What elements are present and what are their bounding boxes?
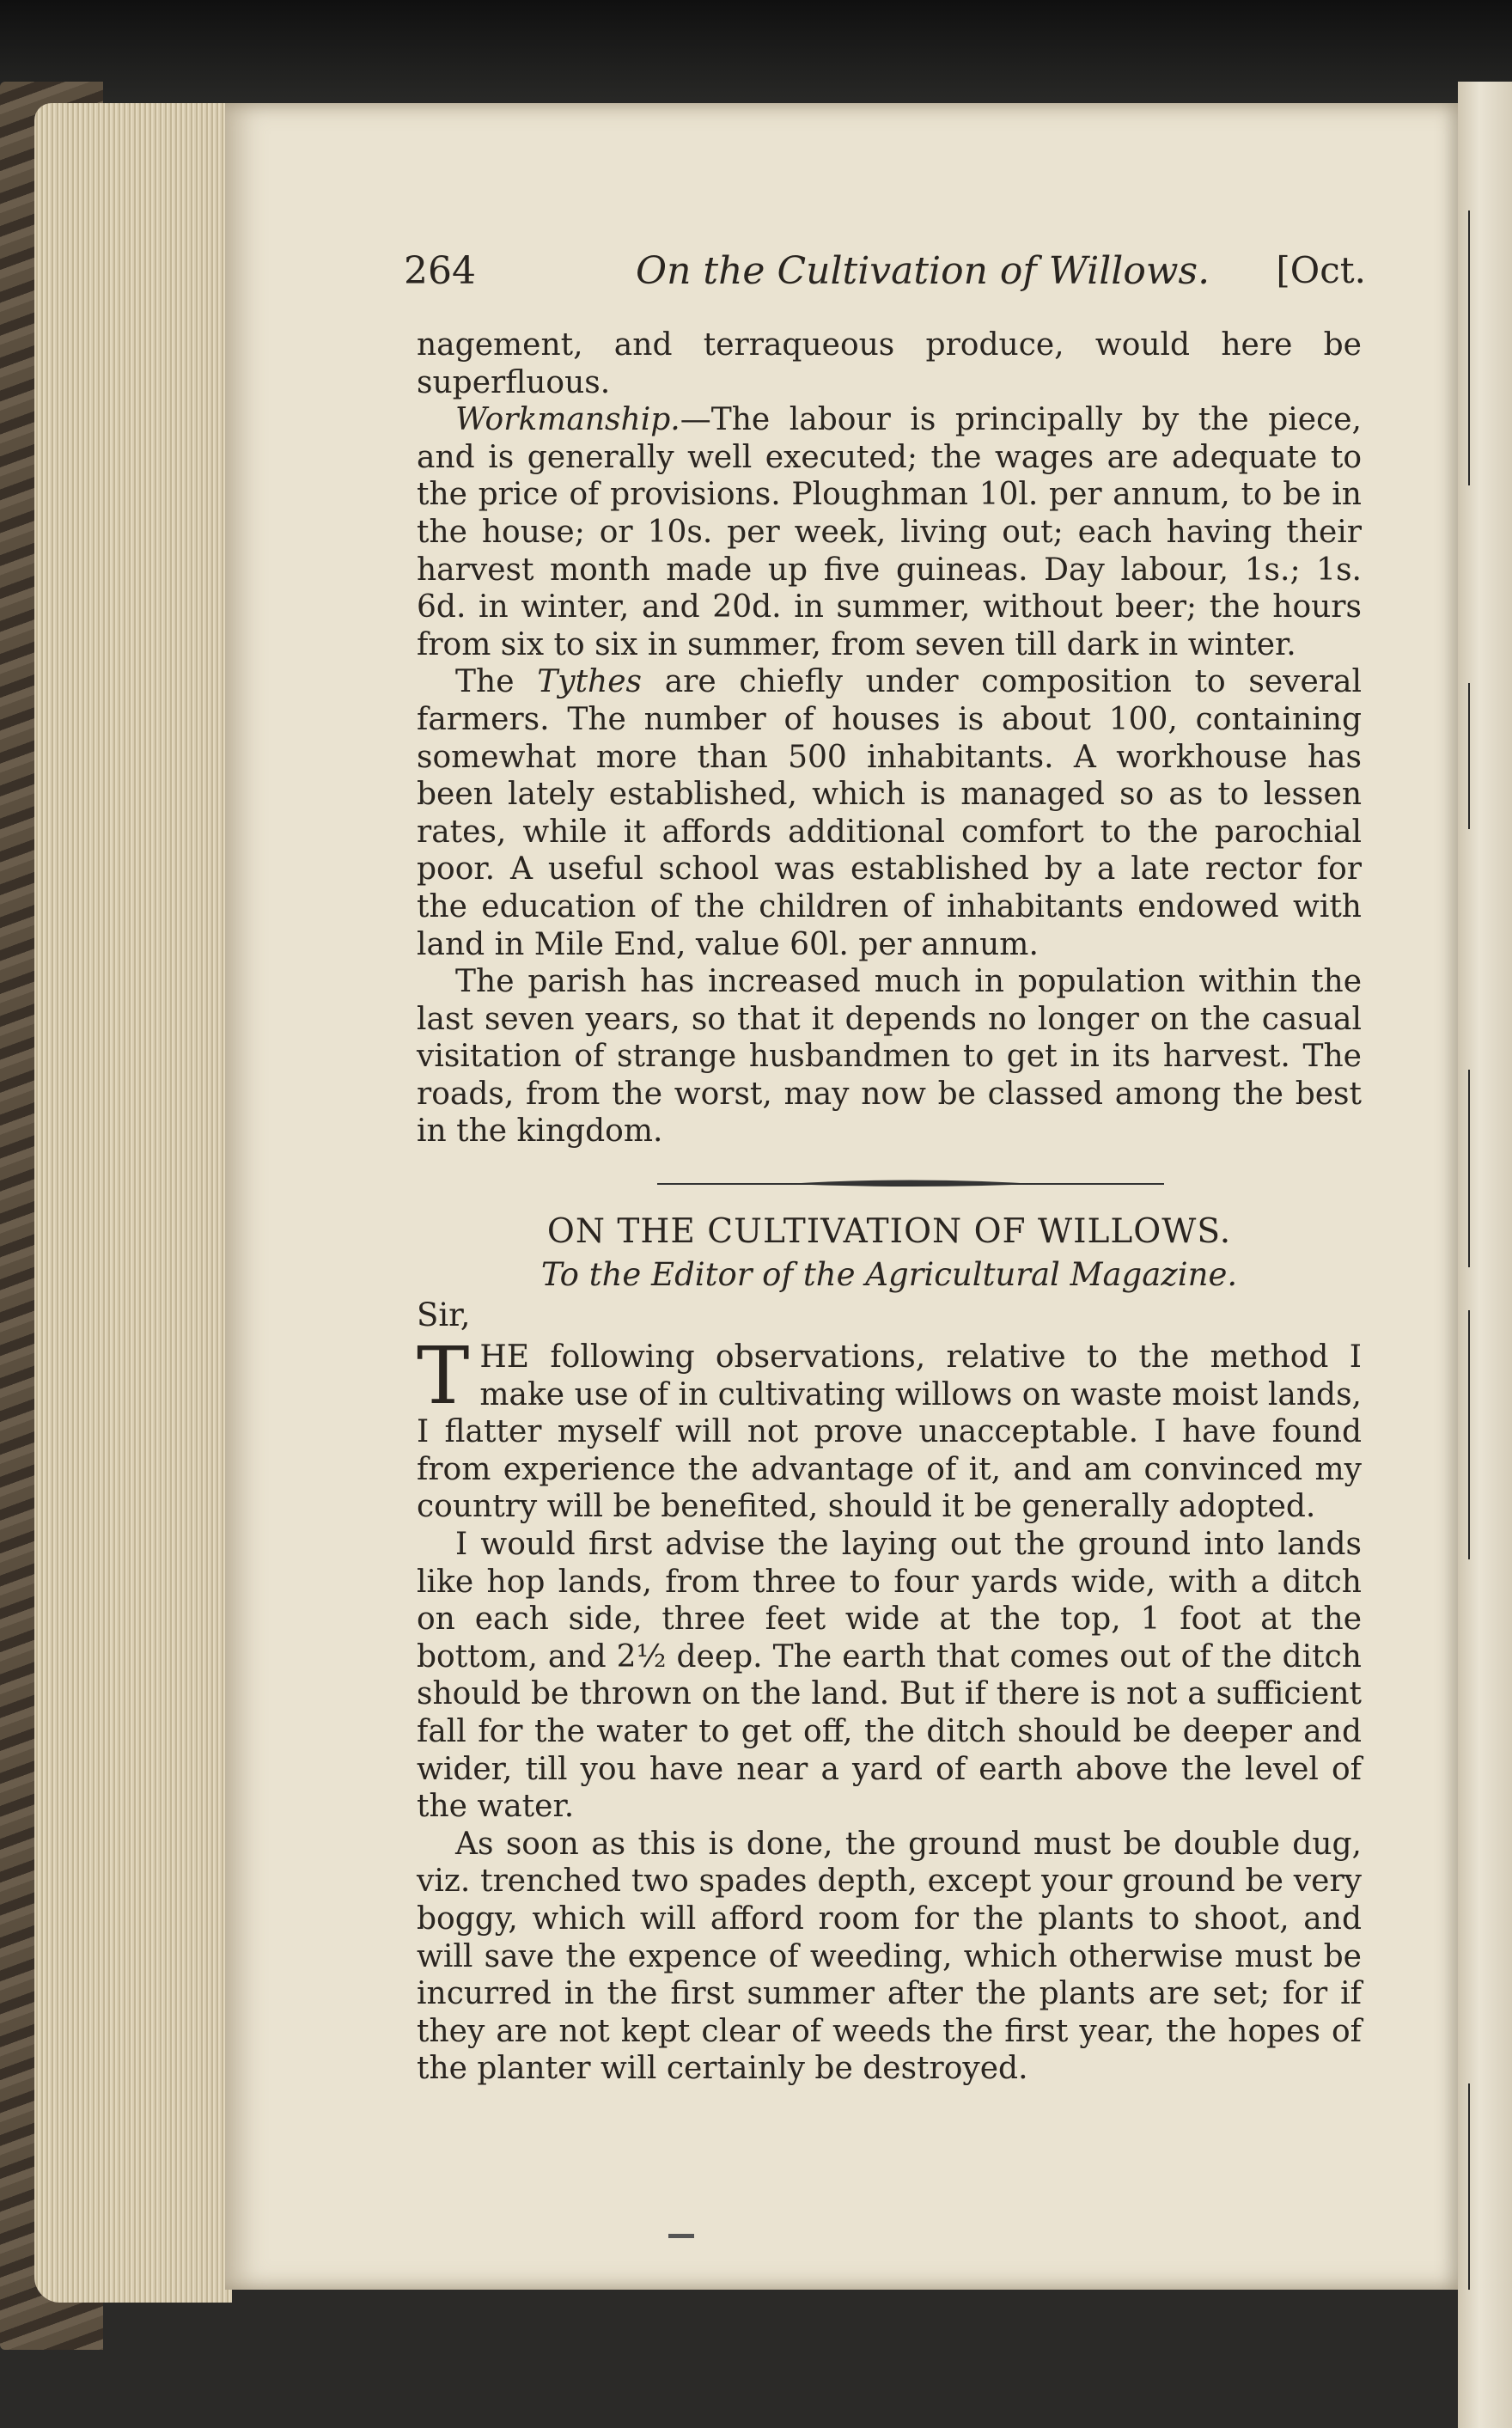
paragraph-body: are chiefly under composition to several farmers. The number of houses is about 100, containing somewhat more than 500 inhabitants. A workhouse has been lately established, which is managed so as to lessen rates, while it affords additional comfort to the parochial poor. A useful school was established by a late rector for the education of the children of inhabitants endowed with land in Mile End, value 60l. per annum. [417, 664, 1362, 962]
paragraph: nagement, and terraqueous produce, would here be superfluous. [417, 327, 1362, 400]
page-number: 264 [404, 249, 476, 293]
right-page-edge [1458, 82, 1512, 2428]
drop-cap: T [417, 1330, 470, 1423]
paragraph: As soon as this is done, the ground must be double dug, viz. trenched two spades depth, except your ground be very boggy, which will afford room for the plants to shoot, and will save the expence of weeding, which otherwise must be incurred in the first summer after the plants are set; for if they are not kept clear of weeds the first year, the hopes of the planter will certainly be destroyed. [417, 1826, 1362, 2087]
page-text [417, 326, 1362, 2088]
scan-background [0, 0, 1512, 112]
paragraph-body: HE following observations, relative to the method I make use of in cultivating willows on waste moist lands, I flatter myself will not prove unacceptable. I have found from experience the advantage of it, and am convinced my country will be benefited, should it be generally adopted. [417, 1339, 1362, 1525]
article-addressee: To the Editor of the Agricultural Magazine. [540, 1256, 1238, 1294]
paragraph-body: —The labour is principally by the piece, and is generally well executed; the wages are adequate to the price of provisions. Ploughman 10l. per annum, to be in the house; or 10s. per week, living out; each having their harvest month made up five guineas. Day labour, 1s.; 1s. 6d. in winter, and 20d. in summer, without beer; the hours from six to six in summer, from seven till dark in winter. [417, 402, 1362, 662]
footer-mark [668, 2234, 694, 2238]
month-label: [Oct. [1276, 249, 1366, 291]
running-title: On the Cultivation of Willows. [636, 249, 1210, 293]
section-rule [657, 1174, 1164, 1193]
running-header [404, 249, 1366, 301]
paragraph [417, 1330, 1362, 1526]
paragraph: The parish has increased much in population within the last seven years, so that it depends no longer on the casual visitation of strange husbandmen to get in its harvest. The roads, from the worst, may now be classed among the best in the kingdom. [417, 964, 1362, 1150]
section-lead: Workmanship. [455, 402, 680, 438]
paragraph [417, 401, 1362, 663]
page-edges [34, 103, 232, 2303]
article-title: ON THE CULTIVATION OF WILLOWS. [546, 1212, 1232, 1252]
paragraph [417, 663, 1362, 963]
salutation: Sir, [417, 1296, 471, 1334]
section-lead: Tythes [537, 664, 642, 700]
paragraph: I would first advise the laying out the ground into lands like hop lands, from three to four yards wide, with a ditch on each side, three feet wide at the top, 1 foot at the bottom, and 2½ deep. The earth that comes out of the ditch should be thrown on the land. But if there is not a sufficient fall for the water to get off, the ditch should be deeper and wider, till you have near a yard of earth above the level of the water. [417, 1527, 1362, 1825]
paragraph-body: The [455, 664, 538, 700]
